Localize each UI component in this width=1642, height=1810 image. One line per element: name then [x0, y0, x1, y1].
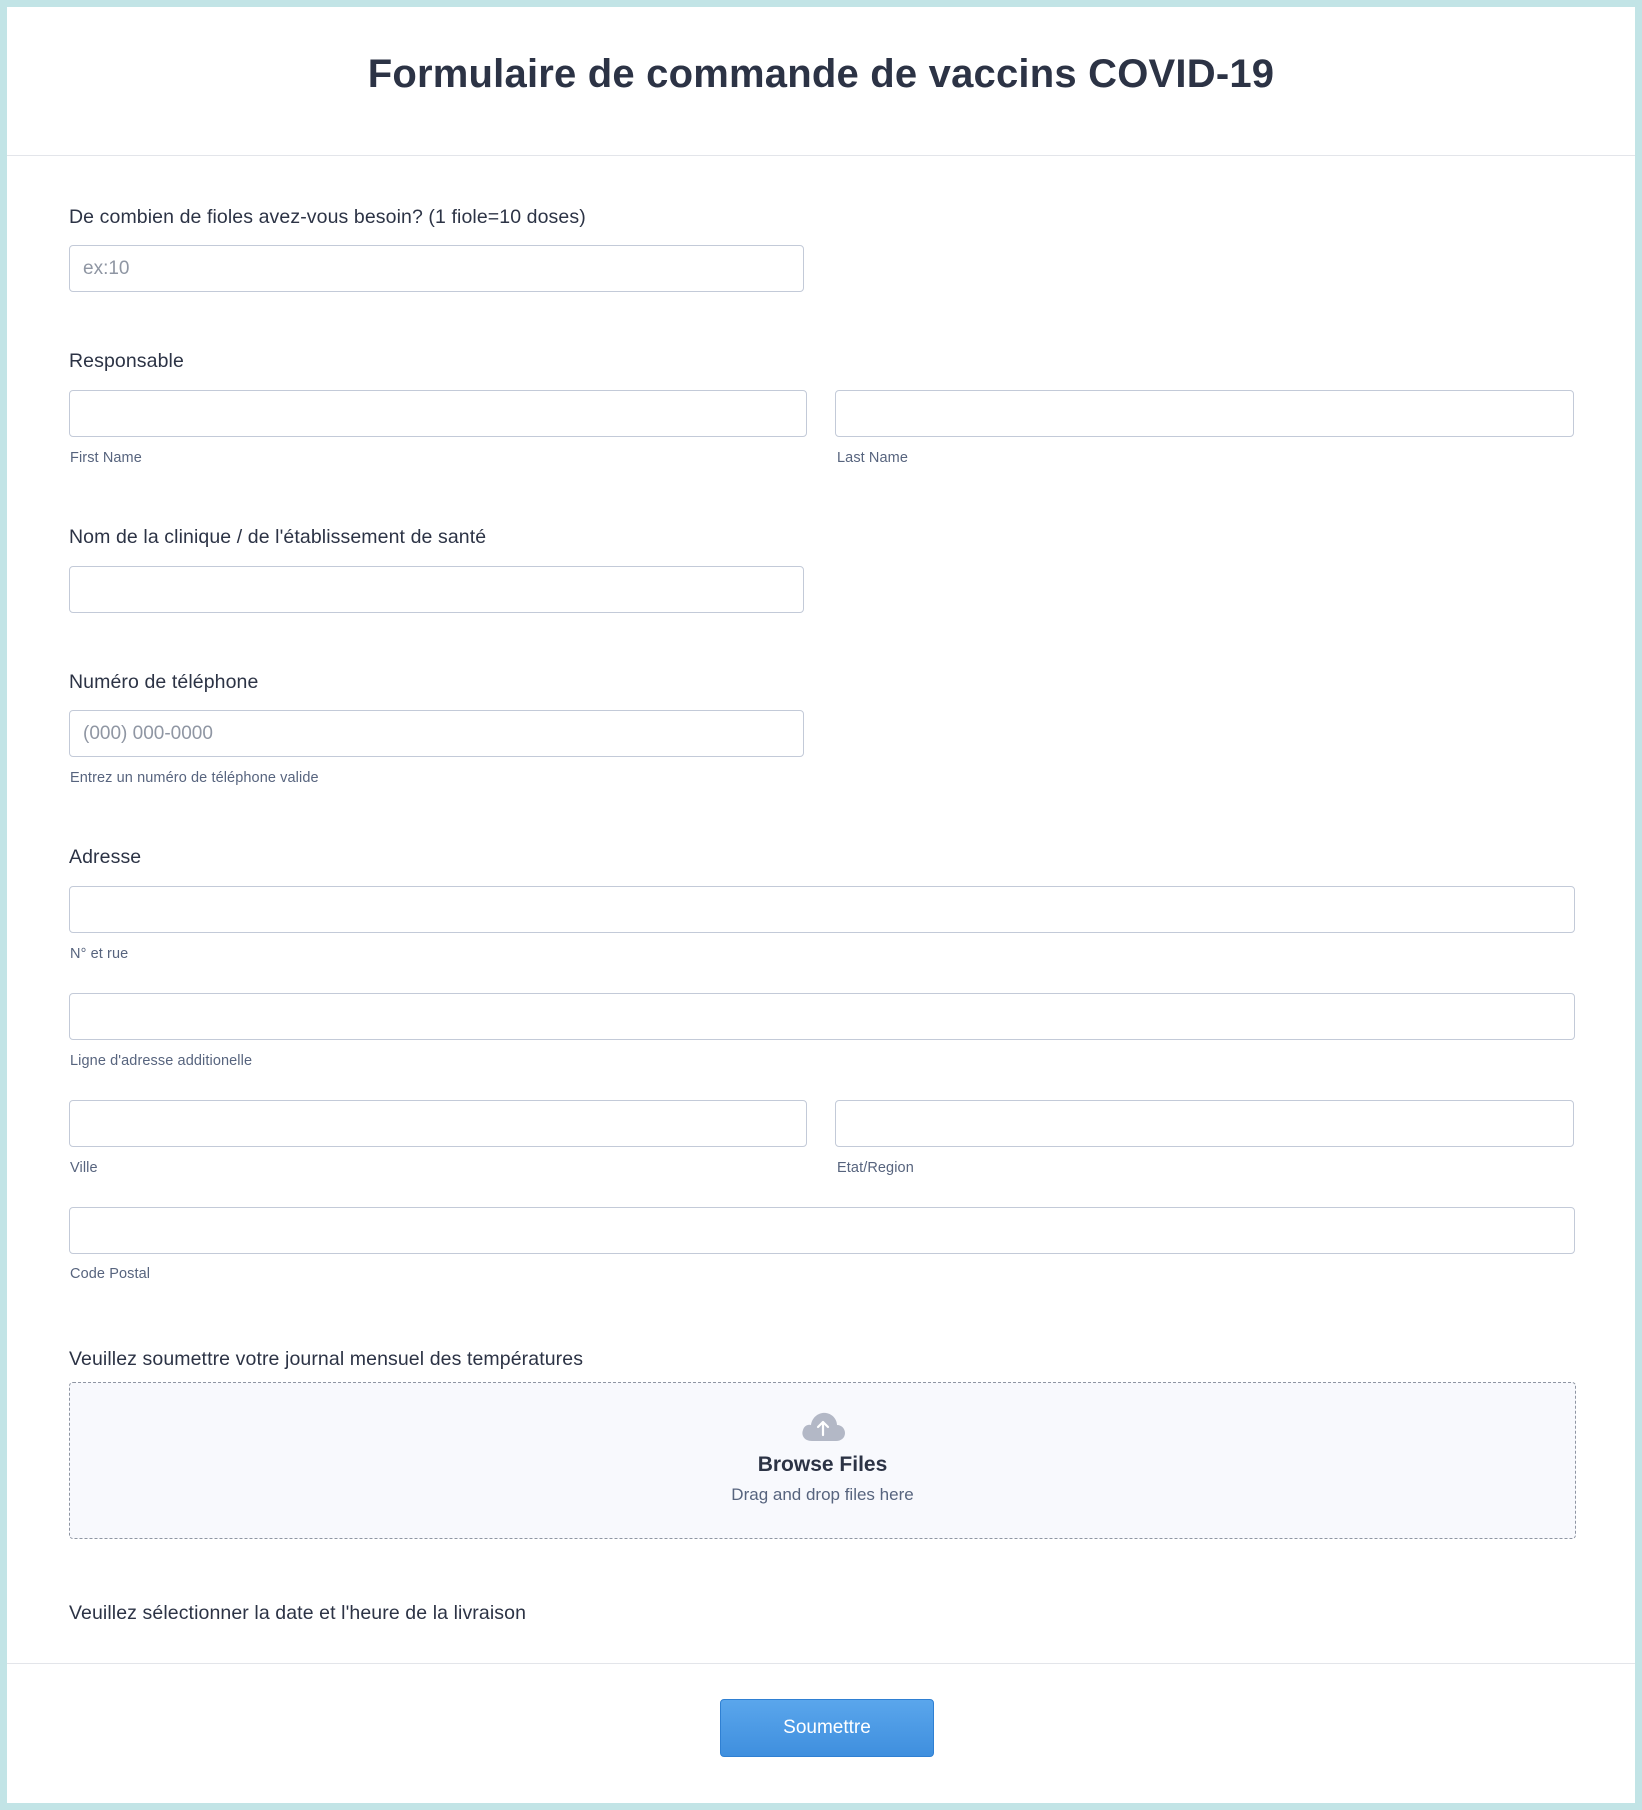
drag-drop-hint: Drag and drop files here: [731, 1485, 914, 1504]
delivery-label: Veuillez sélectionner la date et l'heure de la livraison: [69, 1602, 527, 1624]
city-input[interactable]: [69, 1100, 807, 1147]
vials-field: [69, 206, 586, 229]
file-upload-dropzone[interactable]: [69, 1382, 1576, 1539]
responsible-label: Responsable: [69, 350, 184, 372]
responsible-field: [69, 350, 184, 373]
clinic-input[interactable]: [69, 566, 804, 613]
state-input[interactable]: [835, 1100, 1574, 1147]
address-line2-sublabel: Ligne d'adresse additionelle: [70, 1053, 253, 1069]
form-card: [7, 7, 1635, 1803]
street-input[interactable]: [69, 886, 1575, 933]
phone-input[interactable]: [69, 710, 804, 757]
upload-label: Veuillez soumettre votre journal mensuel des températures: [69, 1348, 584, 1370]
phone-label: Numéro de téléphone: [69, 671, 259, 693]
street-sublabel: N° et rue: [70, 946, 129, 962]
first-name-input[interactable]: [69, 390, 807, 437]
phone-hint: Entrez un numéro de téléphone valide: [70, 770, 319, 786]
form-title: Formulaire de commande de vaccins COVID-19: [367, 51, 1275, 96]
postal-code-input[interactable]: [69, 1207, 1575, 1254]
postal-code-sublabel: Code Postal: [70, 1266, 151, 1282]
submit-button[interactable]: Soumettre: [720, 1699, 934, 1757]
vials-label: De combien de fioles avez-vous besoin? (1 fiole=10 doses): [69, 206, 586, 228]
delivery-field: [69, 1602, 526, 1625]
cloud-upload-icon: [800, 1409, 846, 1443]
last-name-input[interactable]: [835, 390, 1574, 437]
address-field: [69, 846, 141, 869]
city-sublabel: Ville: [70, 1160, 98, 1176]
address-line2-input[interactable]: [69, 993, 1575, 1040]
clinic-field: [69, 526, 486, 549]
form-header: [7, 7, 1635, 156]
vials-input[interactable]: [69, 245, 804, 292]
clinic-label: Nom de la clinique / de l'établissement de santé: [69, 526, 487, 548]
upload-field: [69, 1348, 583, 1371]
browse-files-button[interactable]: Browse Files: [757, 1453, 888, 1476]
state-sublabel: Etat/Region: [837, 1160, 914, 1176]
phone-field: [69, 671, 258, 694]
footer-divider: [7, 1663, 1635, 1664]
last-name-sublabel: Last Name: [837, 450, 909, 466]
address-label: Adresse: [69, 846, 142, 868]
first-name-sublabel: First Name: [70, 450, 142, 466]
